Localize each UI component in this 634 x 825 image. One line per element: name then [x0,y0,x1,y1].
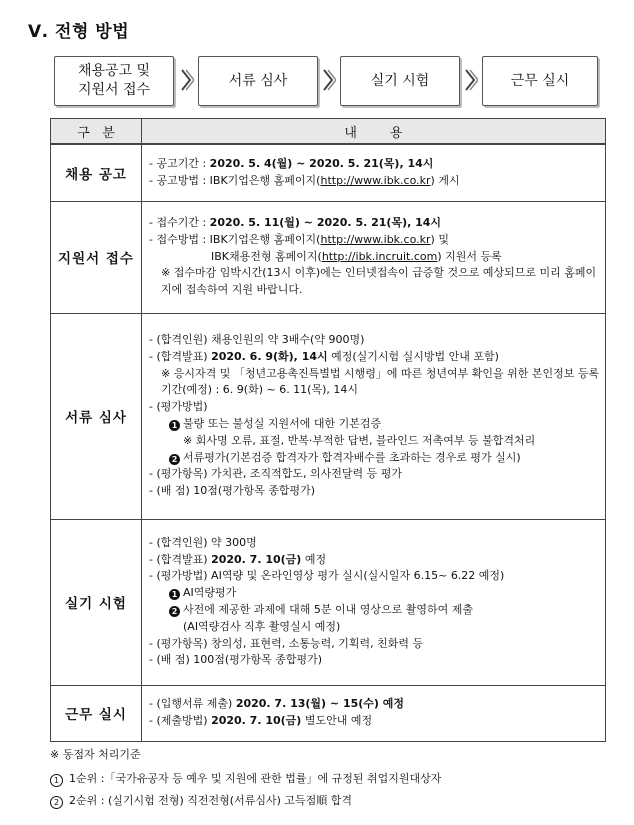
content-line: - (합격인원) 약 300명 [149,535,257,549]
content-line: - (배 점) 100점(평가항목 종합평가) [149,653,323,667]
flow-step-practical-test [340,56,460,106]
circled-number-icon: 1 [50,774,63,787]
flow-step-label: 실기 시험 [370,72,430,89]
row-category: 지원서 접수 [51,201,142,313]
content-line: - (평가항목) 창의성, 표현력, 소통능력, 기획력, 친화력 등 [149,636,424,650]
filled-number-icon: 1 [169,420,180,431]
homepage-link[interactable]: http://www.ibk.co.kr [320,232,431,246]
row-category: 근무 실시 [51,685,142,741]
tiebreak-item-2 [50,792,352,809]
section-title: Ⅴ. 전형 방법 [28,22,130,42]
content-line: - 공고방법 : IBK기업은행 홈페이지(http://www.ibk.co.kr) 게시 [149,173,460,187]
header-category: 구 분 [51,119,142,145]
table-header-row [51,119,606,145]
tiebreak-text: 1순위 :「국가유공자 등 예우 및 지원에 관한 법률」에 규정된 취업지원대상자 [69,772,442,785]
table-row [51,313,606,519]
content-line: - (평가항목) 가치관, 조직적합도, 의사전달력 등 평가 [149,467,403,481]
row-content [142,144,606,201]
flow-step-label: 서류 심사 [228,72,288,89]
content-line: - 접수기간 : 2020. 5. 11(월) ~ 2020. 5. 21(목), 14시 [149,216,442,229]
chevron-right-icon [464,68,478,92]
header-content: 내 용 [142,119,606,145]
content-line: IBK채용전형 홈페이지(http://ibk.incruit.com) 지원서 등록 [211,249,502,263]
content-line: - (합격발표) 2020. 6. 9(화), 14시 예정(실기시험 실시방법 안내 포함) [149,349,499,363]
table-row [51,519,606,685]
content-line: 2 사전에 제공한 과제에 대해 5분 이내 영상으로 촬영하여 제출 [149,602,601,619]
content-line: - (평가방법) [149,400,208,414]
tiebreak-title: ※ 동점자 처리기준 [50,748,141,761]
row-content [142,685,606,741]
circled-number-icon: 2 [50,796,63,809]
table-row [51,201,606,313]
table-row [51,685,606,741]
tiebreak-item-1 [50,770,441,787]
content-line: - (제출방법) 2020. 7. 10(금) 별도안내 예정 [149,714,373,727]
content-line: ※ 접수마감 임박시간(13시 이후)에는 인터넷접속이 급증할 것으로 예상되므로 미리 홈페이지에 접속하여 지원 바랍니다. [161,266,597,297]
flow-step-document-review [198,56,318,106]
tiebreak-text: 2순위 : (실기시험 전형) 직전전형(서류심사) 고득점順 합격 [69,794,352,807]
row-content [142,201,606,313]
content-line: - (입행서류 제출) 2020. 7. 13(월) ~ 15(수) 예정 [149,697,405,711]
flow-step-apply [54,56,174,106]
filled-number-icon: 2 [169,606,180,617]
content-line: 2 서류평가(기본검증 합격자가 합격자배수를 초과하는 경우로 평가 실시) [149,450,601,467]
content-line: ※ 응시자격 및 「청년고용촉진특별법 시행령」에 따른 청년여부 확인을 위한 본인정보 등록기간(예정) : 6. 9(화) ~ 6. 11(목), 14시 [161,366,600,397]
content-line: ※ 회사명 오류, 표절, 반복·부적한 답변, 블라인드 저촉여부 등 불합격처리 [183,433,536,447]
row-category: 채용 공고 [51,144,142,201]
chevron-right-icon [322,68,336,92]
content-line: 1 불량 또는 불성실 지원서에 대한 기본검증 [149,416,601,433]
row-category: 서류 심사 [51,313,142,519]
selection-method-table [50,118,606,742]
content-line: - (합격발표) 2020. 7. 10(금) 예정 [149,552,327,566]
process-flow [52,56,600,106]
filled-number-icon: 1 [169,589,180,600]
flow-step-label: 근무 실시 [510,72,570,89]
homepage-link[interactable]: http://www.ibk.co.kr [320,173,431,187]
flow-step-work [482,56,598,106]
content-line: - (배 점) 10점(평가항목 종합평가) [149,484,316,498]
content-line: (AI역량검사 직후 촬영실시 예정) [183,619,341,633]
row-content [142,313,606,519]
row-category: 실기 시험 [51,519,142,685]
table-row [51,144,606,201]
content-line: - 공고기간 : 2020. 5. 4(월) ~ 2020. 5. 21(목), 14시 [149,156,434,170]
filled-number-icon: 2 [169,454,180,465]
flow-step-label: 채용공고 및 지원서 접수 [77,63,151,98]
content-line: - (합격인원) 채용인원의 약 3배수(약 900명) [149,333,365,347]
content-line: 1 AI역량평가 [149,585,601,602]
row-content [142,519,606,685]
content-line: - 접수방법 : IBK기업은행 홈페이지(http://www.ibk.co.kr) 및 [149,232,449,246]
homepage-link[interactable]: http://ibk.incruit.com [321,249,438,263]
chevron-right-icon [180,68,194,92]
content-line: - (평가방법) AI역량 및 온라인영상 평가 실시(실시일자 6.15~ 6.22 예정) [149,569,505,583]
